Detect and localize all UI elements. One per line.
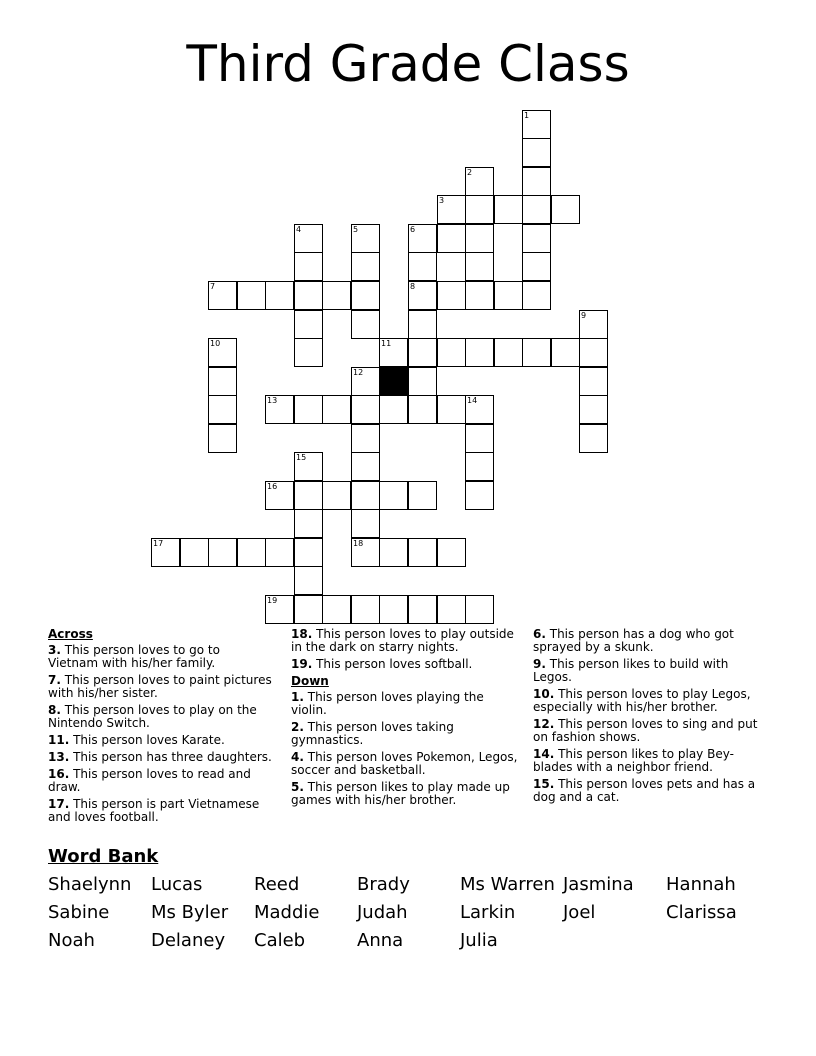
grid-cell[interactable] <box>237 281 266 310</box>
grid-cell[interactable] <box>151 538 180 567</box>
clue-number: 17 <box>153 539 164 548</box>
clue-down-2: 2. This person loves taking gymnastics. <box>291 720 454 747</box>
grid-cell[interactable] <box>208 367 237 396</box>
word-bank-item: Ms Warren <box>460 874 555 895</box>
clue-across-11: 11. This person loves Karate. <box>48 733 225 747</box>
clue-column-2 <box>291 628 519 811</box>
clue-down-1: 1. This person loves playing the violin. <box>291 690 484 717</box>
word-bank-item: Hannah <box>666 874 736 895</box>
word-bank-item: Noah <box>48 930 95 951</box>
clue-number: 11 <box>381 339 392 348</box>
clue-number: 1 <box>524 111 530 120</box>
grid-cell[interactable] <box>408 281 437 310</box>
grid-cell[interactable] <box>265 395 294 424</box>
clue-down-15: 15. This person loves pets and has a dog and a cat. <box>533 777 756 804</box>
grid-cell[interactable] <box>351 252 380 281</box>
grid-cell[interactable] <box>437 338 466 367</box>
grid-cell[interactable] <box>408 367 437 396</box>
clue-number: 6 <box>410 225 416 234</box>
page-title: Third Grade Class <box>186 35 630 93</box>
word-bank-item: Delaney <box>151 930 226 951</box>
grid-cell[interactable] <box>494 195 523 224</box>
word-bank-item: Anna <box>357 930 404 951</box>
grid-cell[interactable] <box>465 252 494 281</box>
grid-cell[interactable] <box>208 281 237 310</box>
clue-across-17: 17. This person is part Vietnamese and loves football. <box>48 797 260 824</box>
clue-across-18: 18. This person loves to play outside in the dark on starry nights. <box>291 627 514 654</box>
grid-cell[interactable] <box>465 338 494 367</box>
grid-cell[interactable] <box>351 481 380 510</box>
grid-cell[interactable] <box>551 338 580 367</box>
grid-cell[interactable] <box>265 281 294 310</box>
grid-cell[interactable] <box>494 338 523 367</box>
clue-down-9: 9. This person likes to build with Legos. <box>533 657 729 684</box>
clue-down-6: 6. This person has a dog who got sprayed by a skunk. <box>533 627 734 654</box>
grid-cell[interactable] <box>351 595 380 624</box>
grid-cell[interactable] <box>294 281 323 310</box>
grid-cell[interactable] <box>465 281 494 310</box>
clue-number: 18 <box>353 539 364 548</box>
grid-cell[interactable] <box>465 452 494 481</box>
grid-cell[interactable] <box>408 224 437 253</box>
word-bank-item: Jasmina <box>563 874 634 895</box>
clue-number: 8 <box>410 282 416 291</box>
clue-across-16: 16. This person loves to read and draw. <box>48 767 251 794</box>
grid-cell[interactable] <box>265 538 294 567</box>
grid-cell[interactable] <box>408 310 437 339</box>
clue-across-7: 7. This person loves to paint pictures with his/her sister. <box>48 673 272 700</box>
grid-cell[interactable] <box>294 452 323 481</box>
grid-cell[interactable] <box>579 424 608 453</box>
word-bank-title: Word Bank <box>48 846 159 867</box>
clue-down-10: 10. This person loves to play Legos, especially with his/her brother. <box>533 687 751 714</box>
word-bank-item: Sabine <box>48 902 110 923</box>
grid-cell[interactable] <box>408 338 437 367</box>
grid-cell[interactable] <box>579 395 608 424</box>
clue-number: 15 <box>296 453 307 462</box>
grid-cell[interactable] <box>579 310 608 339</box>
word-bank-item: Judah <box>357 902 408 923</box>
grid-cell[interactable] <box>522 138 551 167</box>
grid-cell[interactable] <box>208 338 237 367</box>
clue-number: 2 <box>467 168 473 177</box>
grid-cell[interactable] <box>408 252 437 281</box>
grid-cell[interactable] <box>351 538 380 567</box>
grid-cell[interactable] <box>351 224 380 253</box>
grid-cell[interactable] <box>322 595 351 624</box>
clue-down-12: 12. This person loves to sing and put on fashion shows. <box>533 717 758 744</box>
clue-number: 16 <box>267 482 278 491</box>
grid-cell[interactable] <box>465 224 494 253</box>
grid-cell[interactable] <box>294 595 323 624</box>
grid-cell[interactable] <box>294 538 323 567</box>
grid-cell[interactable] <box>265 595 294 624</box>
grid-cell[interactable] <box>437 281 466 310</box>
grid-cell[interactable] <box>351 452 380 481</box>
grid-cell[interactable] <box>180 538 209 567</box>
grid-cell[interactable] <box>351 509 380 538</box>
grid-cell[interactable] <box>408 595 437 624</box>
grid-cell[interactable] <box>522 167 551 196</box>
grid-cell[interactable] <box>351 367 380 396</box>
grid-cell[interactable] <box>465 595 494 624</box>
grid-cell[interactable] <box>408 395 437 424</box>
clue-number: 10 <box>210 339 221 348</box>
grid-cell[interactable] <box>522 224 551 253</box>
grid-cell[interactable] <box>408 538 437 567</box>
grid-cell[interactable] <box>465 424 494 453</box>
grid-cell[interactable] <box>351 281 380 310</box>
word-bank-item: Larkin <box>460 902 516 923</box>
clue-number: 3 <box>439 196 445 205</box>
grid-cell[interactable] <box>351 424 380 453</box>
grid-cell[interactable] <box>579 338 608 367</box>
grid-cell[interactable] <box>465 395 494 424</box>
grid-cell[interactable] <box>437 595 466 624</box>
grid-cell[interactable] <box>465 167 494 196</box>
grid-cell[interactable] <box>437 395 466 424</box>
grid-cell[interactable] <box>522 252 551 281</box>
grid-cell[interactable] <box>437 195 466 224</box>
grid-cell[interactable] <box>294 252 323 281</box>
grid-cell[interactable] <box>294 338 323 367</box>
word-bank-item: Clarissa <box>666 902 737 923</box>
grid-cell[interactable] <box>351 310 380 339</box>
word-bank-item: Reed <box>254 874 300 895</box>
word-bank-item: Julia <box>460 930 498 951</box>
grid-cell[interactable] <box>522 195 551 224</box>
clue-number: 9 <box>581 311 587 320</box>
grid-cell[interactable] <box>379 481 408 510</box>
grid-cell[interactable] <box>208 424 237 453</box>
clue-across-8: 8. This person loves to play on the Nintendo Switch. <box>48 703 257 730</box>
word-bank-item: Lucas <box>151 874 203 895</box>
clue-column-1 <box>48 628 273 828</box>
grid-cell[interactable] <box>522 281 551 310</box>
grid-cell[interactable] <box>322 395 351 424</box>
clue-number: 5 <box>353 225 359 234</box>
clue-across-13: 13. This person has three daughters. <box>48 750 272 764</box>
grid-cell[interactable] <box>494 281 523 310</box>
clue-column-3 <box>533 628 765 808</box>
clue-down-5: 5. This person likes to play made up games with his/her brother. <box>291 780 510 807</box>
grid-cell[interactable] <box>465 195 494 224</box>
across-header: Across <box>48 627 93 641</box>
word-bank-item: Joel <box>563 902 596 923</box>
grid-cell[interactable] <box>322 281 351 310</box>
grid-cell[interactable] <box>208 538 237 567</box>
clue-across-3: 3. This person loves to go to Vietnam with his/her family. <box>48 643 220 670</box>
clue-number: 19 <box>267 596 278 605</box>
grid-cell[interactable] <box>294 395 323 424</box>
grid-cell[interactable] <box>208 395 237 424</box>
grid-cell[interactable] <box>379 338 408 367</box>
word-bank-item: Shaelynn <box>48 874 132 895</box>
grid-cell[interactable] <box>579 367 608 396</box>
clue-down-4: 4. This person loves Pokemon, Legos, soccer and basketball. <box>291 750 518 777</box>
clue-number: 14 <box>467 396 478 405</box>
black-cell <box>379 367 408 396</box>
clue-number: 13 <box>267 396 278 405</box>
grid-cell[interactable] <box>437 224 466 253</box>
word-bank-item: Ms Byler <box>151 902 229 923</box>
word-bank-item: Caleb <box>254 930 306 951</box>
grid-cell[interactable] <box>351 395 380 424</box>
clue-number: 7 <box>210 282 216 291</box>
grid-cell[interactable] <box>294 310 323 339</box>
grid-cell[interactable] <box>294 224 323 253</box>
grid-cell[interactable] <box>294 481 323 510</box>
down-header: Down <box>291 674 329 688</box>
grid-cell[interactable] <box>522 338 551 367</box>
clue-across-19: 19. This person loves softball. <box>291 657 473 671</box>
grid-cell[interactable] <box>551 195 580 224</box>
grid-cell[interactable] <box>379 395 408 424</box>
grid-cell[interactable] <box>408 481 437 510</box>
grid-cell[interactable] <box>437 538 466 567</box>
grid-cell[interactable] <box>294 509 323 538</box>
clue-number: 12 <box>353 368 364 377</box>
grid-cell[interactable] <box>237 538 266 567</box>
grid-cell[interactable] <box>379 538 408 567</box>
grid-cell[interactable] <box>294 566 323 595</box>
grid-cell[interactable] <box>465 481 494 510</box>
grid-cell[interactable] <box>379 595 408 624</box>
grid-cell[interactable] <box>322 481 351 510</box>
word-bank-item: Maddie <box>254 902 320 923</box>
clue-down-14: 14. This person likes to play Bey-blades with a neighbor friend. <box>533 747 734 774</box>
clue-number: 4 <box>296 225 302 234</box>
grid-cell[interactable] <box>265 481 294 510</box>
word-bank-item: Brady <box>357 874 410 895</box>
grid-cell[interactable] <box>522 110 551 139</box>
